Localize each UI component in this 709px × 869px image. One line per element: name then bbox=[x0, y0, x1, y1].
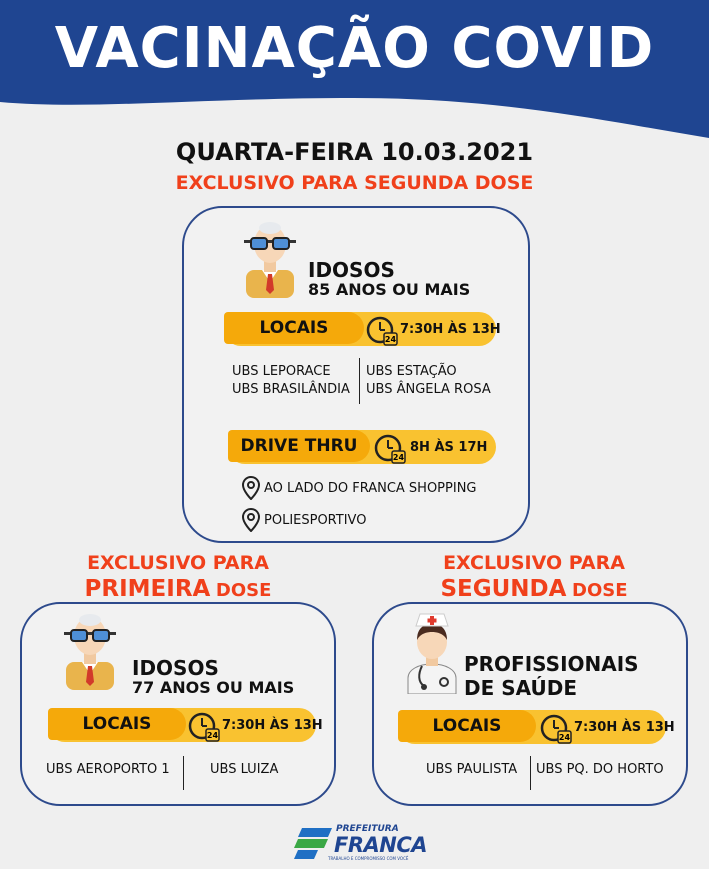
right-category-title-line2: DE SAÚDE bbox=[464, 676, 577, 700]
header-banner bbox=[0, 0, 709, 140]
clock-24-icon bbox=[366, 316, 398, 346]
svg-text:24: 24 bbox=[206, 731, 219, 740]
left-card bbox=[20, 602, 336, 806]
left-exclusive-line1: EXCLUSIVO PARA bbox=[87, 552, 269, 574]
location-item: UBS LEPORACE bbox=[232, 364, 331, 379]
drive-location: AO LADO DO FRANCA SHOPPING bbox=[264, 481, 477, 496]
main-card bbox=[182, 206, 530, 543]
franca-logo bbox=[294, 824, 428, 864]
page-title: VACINAÇÃO COVID bbox=[54, 16, 655, 81]
locais-time: 7:30H ÀS 13H bbox=[400, 322, 501, 337]
clock-24-icon bbox=[540, 714, 572, 744]
left-category-title: IDOSOS bbox=[132, 656, 219, 680]
location-divider bbox=[359, 358, 360, 404]
right-exclusive-line1: EXCLUSIVO PARA bbox=[443, 552, 625, 574]
svg-text:24: 24 bbox=[392, 453, 405, 462]
locais-tag: LOCAIS bbox=[224, 312, 364, 344]
location-item: UBS ÂNGELA ROSA bbox=[366, 382, 491, 397]
left-dose-word: DOSE bbox=[215, 580, 272, 601]
drive-location: POLIESPORTIVO bbox=[264, 513, 367, 528]
left-exclusive-line2 bbox=[20, 576, 336, 602]
clock-24-icon bbox=[374, 434, 406, 464]
map-pin-icon bbox=[242, 476, 260, 500]
map-pin-icon bbox=[242, 508, 260, 532]
franca-logo-mark bbox=[294, 826, 332, 860]
main-category-subtitle: 85 ANOS OU MAIS bbox=[308, 280, 471, 299]
date-heading: QUARTA-FEIRA 10.03.2021 bbox=[175, 138, 534, 166]
locais-tag: LOCAIS bbox=[48, 708, 186, 740]
location-divider bbox=[530, 756, 531, 790]
location-item: UBS BRASILÂNDIA bbox=[232, 382, 350, 397]
locais-time: 7:30H ÀS 13H bbox=[222, 718, 323, 733]
nurse-icon bbox=[404, 612, 460, 694]
left-dose-strong: PRIMEIRA bbox=[84, 576, 211, 602]
top-exclusive-label: EXCLUSIVO PARA SEGUNDA DOSE bbox=[175, 172, 534, 194]
location-item: UBS PQ. DO HORTO bbox=[536, 762, 664, 777]
locais-time: 7:30H ÀS 13H bbox=[574, 720, 675, 735]
logo-brand-main: FRANCA bbox=[334, 833, 428, 857]
location-item: UBS LUIZA bbox=[210, 762, 279, 777]
elderly-man-icon bbox=[242, 218, 298, 298]
drive-time: 8H ÀS 17H bbox=[410, 440, 488, 455]
right-exclusive-line2 bbox=[376, 576, 692, 602]
right-dose-word: DOSE bbox=[572, 580, 628, 601]
location-item: UBS PAULISTA bbox=[426, 762, 518, 777]
elderly-man-icon bbox=[62, 610, 118, 690]
right-category-title-line1: PROFISSIONAIS bbox=[464, 652, 639, 676]
svg-text:24: 24 bbox=[384, 335, 397, 344]
locais-tag: LOCAIS bbox=[398, 710, 536, 742]
right-card bbox=[372, 602, 688, 806]
clock-24-icon bbox=[188, 712, 220, 742]
drive-thru-tag: DRIVE THRU bbox=[228, 430, 370, 462]
svg-text:24: 24 bbox=[558, 733, 571, 742]
right-dose-strong: SEGUNDA bbox=[440, 576, 567, 602]
location-divider bbox=[183, 756, 184, 790]
location-item: UBS ESTAÇÃO bbox=[366, 364, 457, 379]
main-category-title: IDOSOS bbox=[308, 258, 395, 282]
location-item: UBS AEROPORTO 1 bbox=[46, 762, 170, 777]
left-category-subtitle: 77 ANOS OU MAIS bbox=[132, 678, 295, 697]
logo-tagline: TRABALHO E COMPROMISSO COM VOCÊ bbox=[328, 856, 409, 861]
logo-brand-top: PREFEITURA bbox=[336, 824, 399, 834]
